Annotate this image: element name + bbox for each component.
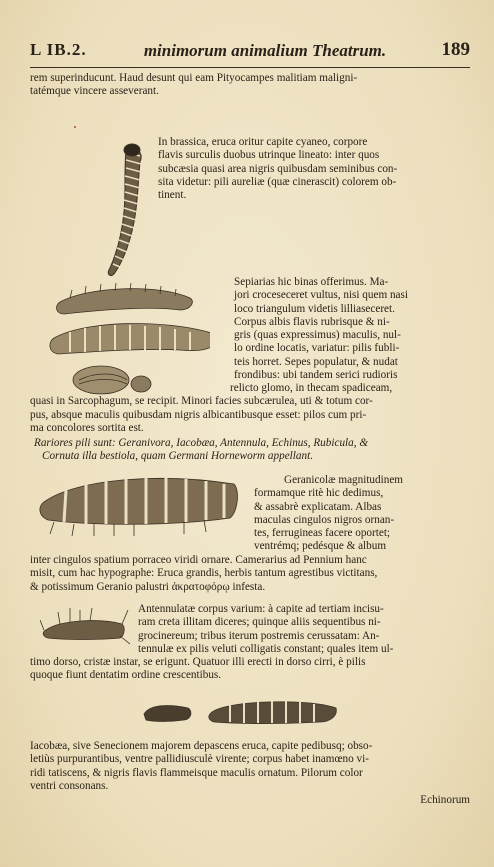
text-line: ventri consonans. (30, 779, 109, 792)
text-line: relicto glomo, in thecam spadiceam, (230, 382, 393, 394)
text-line: Antennulatæ corpus varium: à capite ad tertiam incisu- (138, 603, 384, 615)
text-line: pus, absque maculis quibusdam nigris albicantibusque esset: pilos cum pri- (30, 408, 367, 421)
text-line: frondibus: ubi tandem serici rudioris (234, 369, 398, 382)
text-line: loco triangulum videtis lilliaseceret. (234, 302, 395, 315)
geranicola-caterpillar-engraving (34, 460, 244, 540)
text-line: quasi in Sarcophagum, se recipit. Minori facies subcærulea, uti & totum cor- (30, 395, 373, 408)
geranicolae-paragraph (254, 474, 472, 554)
iacobaea-caterpillar-and-pupa-engraving (140, 690, 340, 730)
text-line: grocinereum; tribus iterum postremis cerussatam: An- (138, 629, 380, 642)
text-line: lo ordine locatis, variatur: pilis fubli- (234, 342, 400, 355)
text-line: gris (quas expressimus) maculis, nul- (234, 329, 401, 342)
text-line: ma concolores sortita est. (30, 421, 144, 434)
sepiarias-continuation (30, 382, 472, 435)
text-line: In brassica, eruca oritur capite cyaneo, corpore (158, 136, 368, 148)
antennulae-continuation (30, 656, 472, 683)
text-line: maculas cingulos nigros ornan- (254, 513, 395, 526)
brassica-caterpillar-engraving (104, 142, 159, 282)
text-line: rem superinducunt. Haud desunt qui eam Pityocampes malitiam maligni- (30, 72, 358, 84)
brassica-paragraph (158, 136, 472, 202)
text-line: ridi tatiscens, & nigris flavis flammeisque maculis ornatum. Pilorum color (30, 766, 363, 779)
text-line: jori croceseceret vultus, nisi quem nasi (234, 289, 408, 302)
text-line: flavis surculis duobus utrinque lineato: inter quos (158, 149, 380, 162)
text-line: tennulæ ex pilis veluti colligatis constant; quales item ul- (138, 642, 394, 655)
text-line: teis horret. Sepes populatur, & nudat (234, 355, 398, 368)
text-line: subcæsia quasi area nigris quibusdam seminibus con- (158, 162, 398, 175)
text-line: formamque ritè hic dedimus, (254, 487, 384, 500)
text-line: Geranicolæ magnitudinem (284, 474, 403, 486)
sepiarias-paragraph (234, 276, 472, 382)
text-line: Sepiarias hic binas offerimus. Ma- (234, 276, 389, 288)
text-line: tatémque vincere asseverant. (30, 85, 159, 98)
text-line: ram creta illitam diceres; quinque aliis sequentibus ni- (138, 616, 381, 629)
text-line: misit, cum hac hypographe: Eruca grandis, herbis tantum agrestibus victitans, (30, 567, 378, 580)
page-number: 189 (441, 39, 470, 60)
catchword: Echinorum (420, 794, 470, 806)
text-line: quoque fiunt dentatim ordine crescentibus. (30, 669, 222, 682)
running-header (30, 40, 470, 66)
header-title: minimorum animalium Theatrum. (143, 41, 387, 60)
header-book-label: L IB.2. (30, 40, 87, 59)
text-line: inter cingulos spatium porraceo viridi ornare. Camerarius ad Pennium hanc (30, 554, 367, 566)
text-line: tes, ferrugineas facere oportet; (254, 527, 391, 540)
text-line: Iacobæa, sive Senecionem majorem depascens eruca, capite pedibusq; obso- (30, 740, 373, 752)
text-line: timo dorso, cristæ instar, se erigunt. Quatuor illi erecti in dorso cirri, è pilis (30, 656, 366, 668)
geranicolae-continuation (30, 554, 472, 594)
text-line: Rariores pili sunt: Geranivora, Iacobæa, Antennula, Echinus, Rubicula, & (34, 437, 369, 449)
text-line: letiùs purpurantibus, ventre pallidiusculè virente; corpus habet inamœno vi- (30, 753, 369, 766)
text-line: sita videtur: pili aureliæ (quæ cinerascit) colorem ob- (158, 175, 397, 188)
text-line: & assabrè explicatam. Albas (254, 500, 382, 513)
antennula-caterpillar-engraving (40, 600, 130, 650)
text-line: tinent. (158, 189, 187, 202)
ink-spot (74, 126, 76, 128)
text-line: Cornuta illa bestiola, quam Germani Horneworm appellant. (42, 450, 313, 463)
header-rule (30, 67, 470, 68)
intro-paragraph (30, 72, 470, 99)
antennulae-paragraph (138, 603, 472, 656)
text-line: Corpus albis flavis rubrisque & ni- (234, 315, 390, 328)
text-line: & potissimum Geranio palustri ἀκρατοφόρῳ infesta. (30, 580, 266, 593)
iacobaea-paragraph (30, 740, 472, 793)
text-line: ventrémq; pedésque & album (254, 540, 387, 553)
